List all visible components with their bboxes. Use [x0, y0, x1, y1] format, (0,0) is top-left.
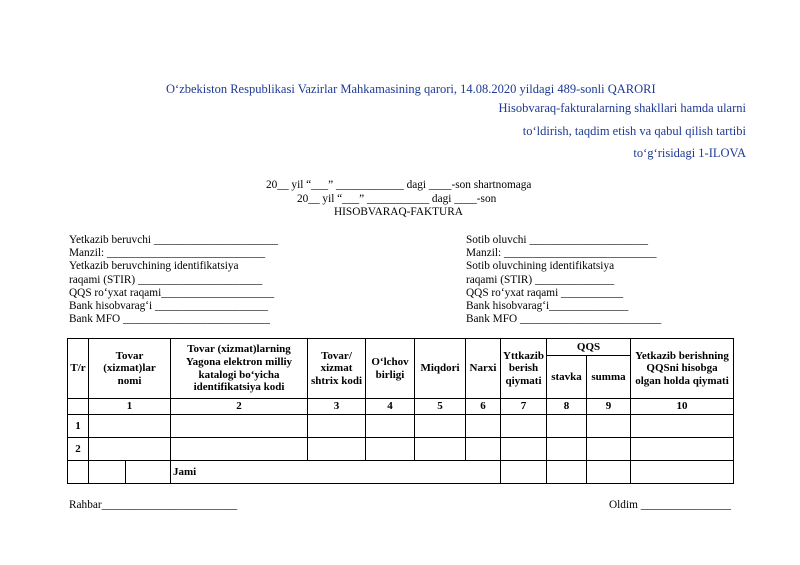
- cell-total-value[interactable]: [631, 415, 734, 438]
- decree-line-1: O‘zbekiston Respublikasi Vazirlar Mahkamasining qarori, 14.08.2020 yildagi 489-sonli QARORI: [166, 82, 656, 96]
- invoice-title: HISOBVARAQ-FAKTURA: [334, 206, 463, 218]
- invoice-number-line: 20__ yil “___” ___________ dagi ____-son: [297, 193, 497, 205]
- buyer-id-label: Sotib oluvchining identifikatsiya: [466, 260, 615, 273]
- total-delivery-value[interactable]: [501, 461, 547, 484]
- cell-delivery-value[interactable]: [501, 438, 547, 461]
- buyer-address-line: Manzil: ___________________________: [466, 247, 657, 260]
- col-number: 8: [547, 399, 587, 415]
- total-row: [68, 461, 734, 484]
- supplier-id-label: Yetkazib beruvchining identifikatsiya: [69, 260, 239, 273]
- header-tr: T/r: [68, 339, 89, 399]
- decree-line-4: to‘g‘risidagi 1-ILOVA: [633, 146, 746, 160]
- cell-delivery-value[interactable]: [501, 415, 547, 438]
- contract-line: 20__ yil “___” ____________ dagi ____-son shartnomaga: [266, 179, 532, 191]
- manager-signature-line: Rahbar________________________: [69, 499, 238, 511]
- cell-quantity[interactable]: [415, 438, 466, 461]
- cell-catalog-code[interactable]: [171, 438, 308, 461]
- total-blank: [68, 461, 89, 484]
- cell-vat-sum[interactable]: [587, 438, 631, 461]
- total-vat-rate[interactable]: [547, 461, 587, 484]
- cell-price[interactable]: [466, 438, 501, 461]
- supplier-bank-line: Bank hisobvarag‘i ____________________: [69, 300, 268, 313]
- cell-total-value[interactable]: [631, 438, 734, 461]
- col-number: 1: [89, 399, 171, 415]
- cell-name[interactable]: [89, 415, 171, 438]
- total-vat-sum[interactable]: [587, 461, 631, 484]
- header-delivery-value: Yttkazib berish qiymati: [501, 339, 547, 399]
- total-blank: [126, 461, 171, 484]
- cell-vat-sum[interactable]: [587, 415, 631, 438]
- col-number: 9: [587, 399, 631, 415]
- row-index: 2: [68, 438, 89, 461]
- buyer-bank-line: Bank hisobvarag‘i______________: [466, 300, 629, 313]
- decree-line-3: to‘ldirish, taqdim etish va qabul qilish tartibi: [522, 124, 746, 138]
- cell-barcode[interactable]: [308, 415, 366, 438]
- header-barcode: Tovar/ xizmat shtrix kodi: [308, 339, 366, 399]
- row-index: 1: [68, 415, 89, 438]
- col-number: 5: [415, 399, 466, 415]
- table-row: [68, 438, 734, 461]
- received-signature-line: Oldim ________________: [609, 499, 732, 511]
- total-blank: [89, 461, 126, 484]
- supplier-block: [69, 234, 278, 326]
- header-catalog-code: Tovar (xizmat)larning Yagona elektron milliy katalogi bo‘yicha identifikatsiya kodi: [171, 339, 308, 399]
- total-value[interactable]: [631, 461, 734, 484]
- header-unit: O‘lchov birligi: [366, 339, 415, 399]
- col-number-blank: [68, 399, 89, 415]
- header-vat-rate: stavka: [547, 356, 587, 399]
- supplier-address-line: Manzil: ____________________________: [69, 247, 266, 260]
- cell-unit[interactable]: [366, 438, 415, 461]
- buyer-mfo-line: Bank MFO _________________________: [466, 313, 662, 326]
- total-label: Jami: [171, 461, 501, 484]
- cell-name[interactable]: [89, 438, 171, 461]
- supplier-vat-line: QQS ro‘yxat raqami____________________: [69, 286, 275, 299]
- cell-vat-rate[interactable]: [547, 438, 587, 461]
- supplier-stir-line: raqami (STIR) ______________________: [69, 273, 263, 286]
- cell-vat-rate[interactable]: [547, 415, 587, 438]
- col-number: 6: [466, 399, 501, 415]
- cell-barcode[interactable]: [308, 438, 366, 461]
- header-vat-sum: summa: [587, 356, 631, 399]
- cell-catalog-code[interactable]: [171, 415, 308, 438]
- header-quantity: Miqdori: [415, 339, 466, 399]
- header-name: Tovar (xizmat)lar nomi: [89, 339, 171, 399]
- header-vat: QQS: [547, 339, 631, 356]
- buyer-vat-line: QQS ro‘yxat raqami ___________: [466, 286, 624, 299]
- buyer-block: [466, 234, 661, 326]
- col-number: 3: [308, 399, 366, 415]
- header-price: Narxi: [466, 339, 501, 399]
- col-number: 2: [171, 399, 308, 415]
- buyer-stir-line: raqami (STIR) ______________: [466, 273, 615, 286]
- invoice-table: [67, 338, 734, 484]
- col-number: 4: [366, 399, 415, 415]
- cell-unit[interactable]: [366, 415, 415, 438]
- table-row: [68, 415, 734, 438]
- buyer-name-line: Sotib oluvchi _____________________: [466, 234, 649, 246]
- col-number: 10: [631, 399, 734, 415]
- header-total-value: Yetkazib berishning QQSni hisobga olgan holda qiymati: [631, 339, 734, 399]
- supplier-name-line: Yetkazib beruvchi ______________________: [69, 234, 279, 246]
- cell-price[interactable]: [466, 415, 501, 438]
- supplier-mfo-line: Bank MFO __________________________: [69, 313, 270, 326]
- decree-line-2: Hisobvaraq-fakturalarning shakllari hamda ularni: [498, 101, 746, 115]
- cell-quantity[interactable]: [415, 415, 466, 438]
- col-number: 7: [501, 399, 547, 415]
